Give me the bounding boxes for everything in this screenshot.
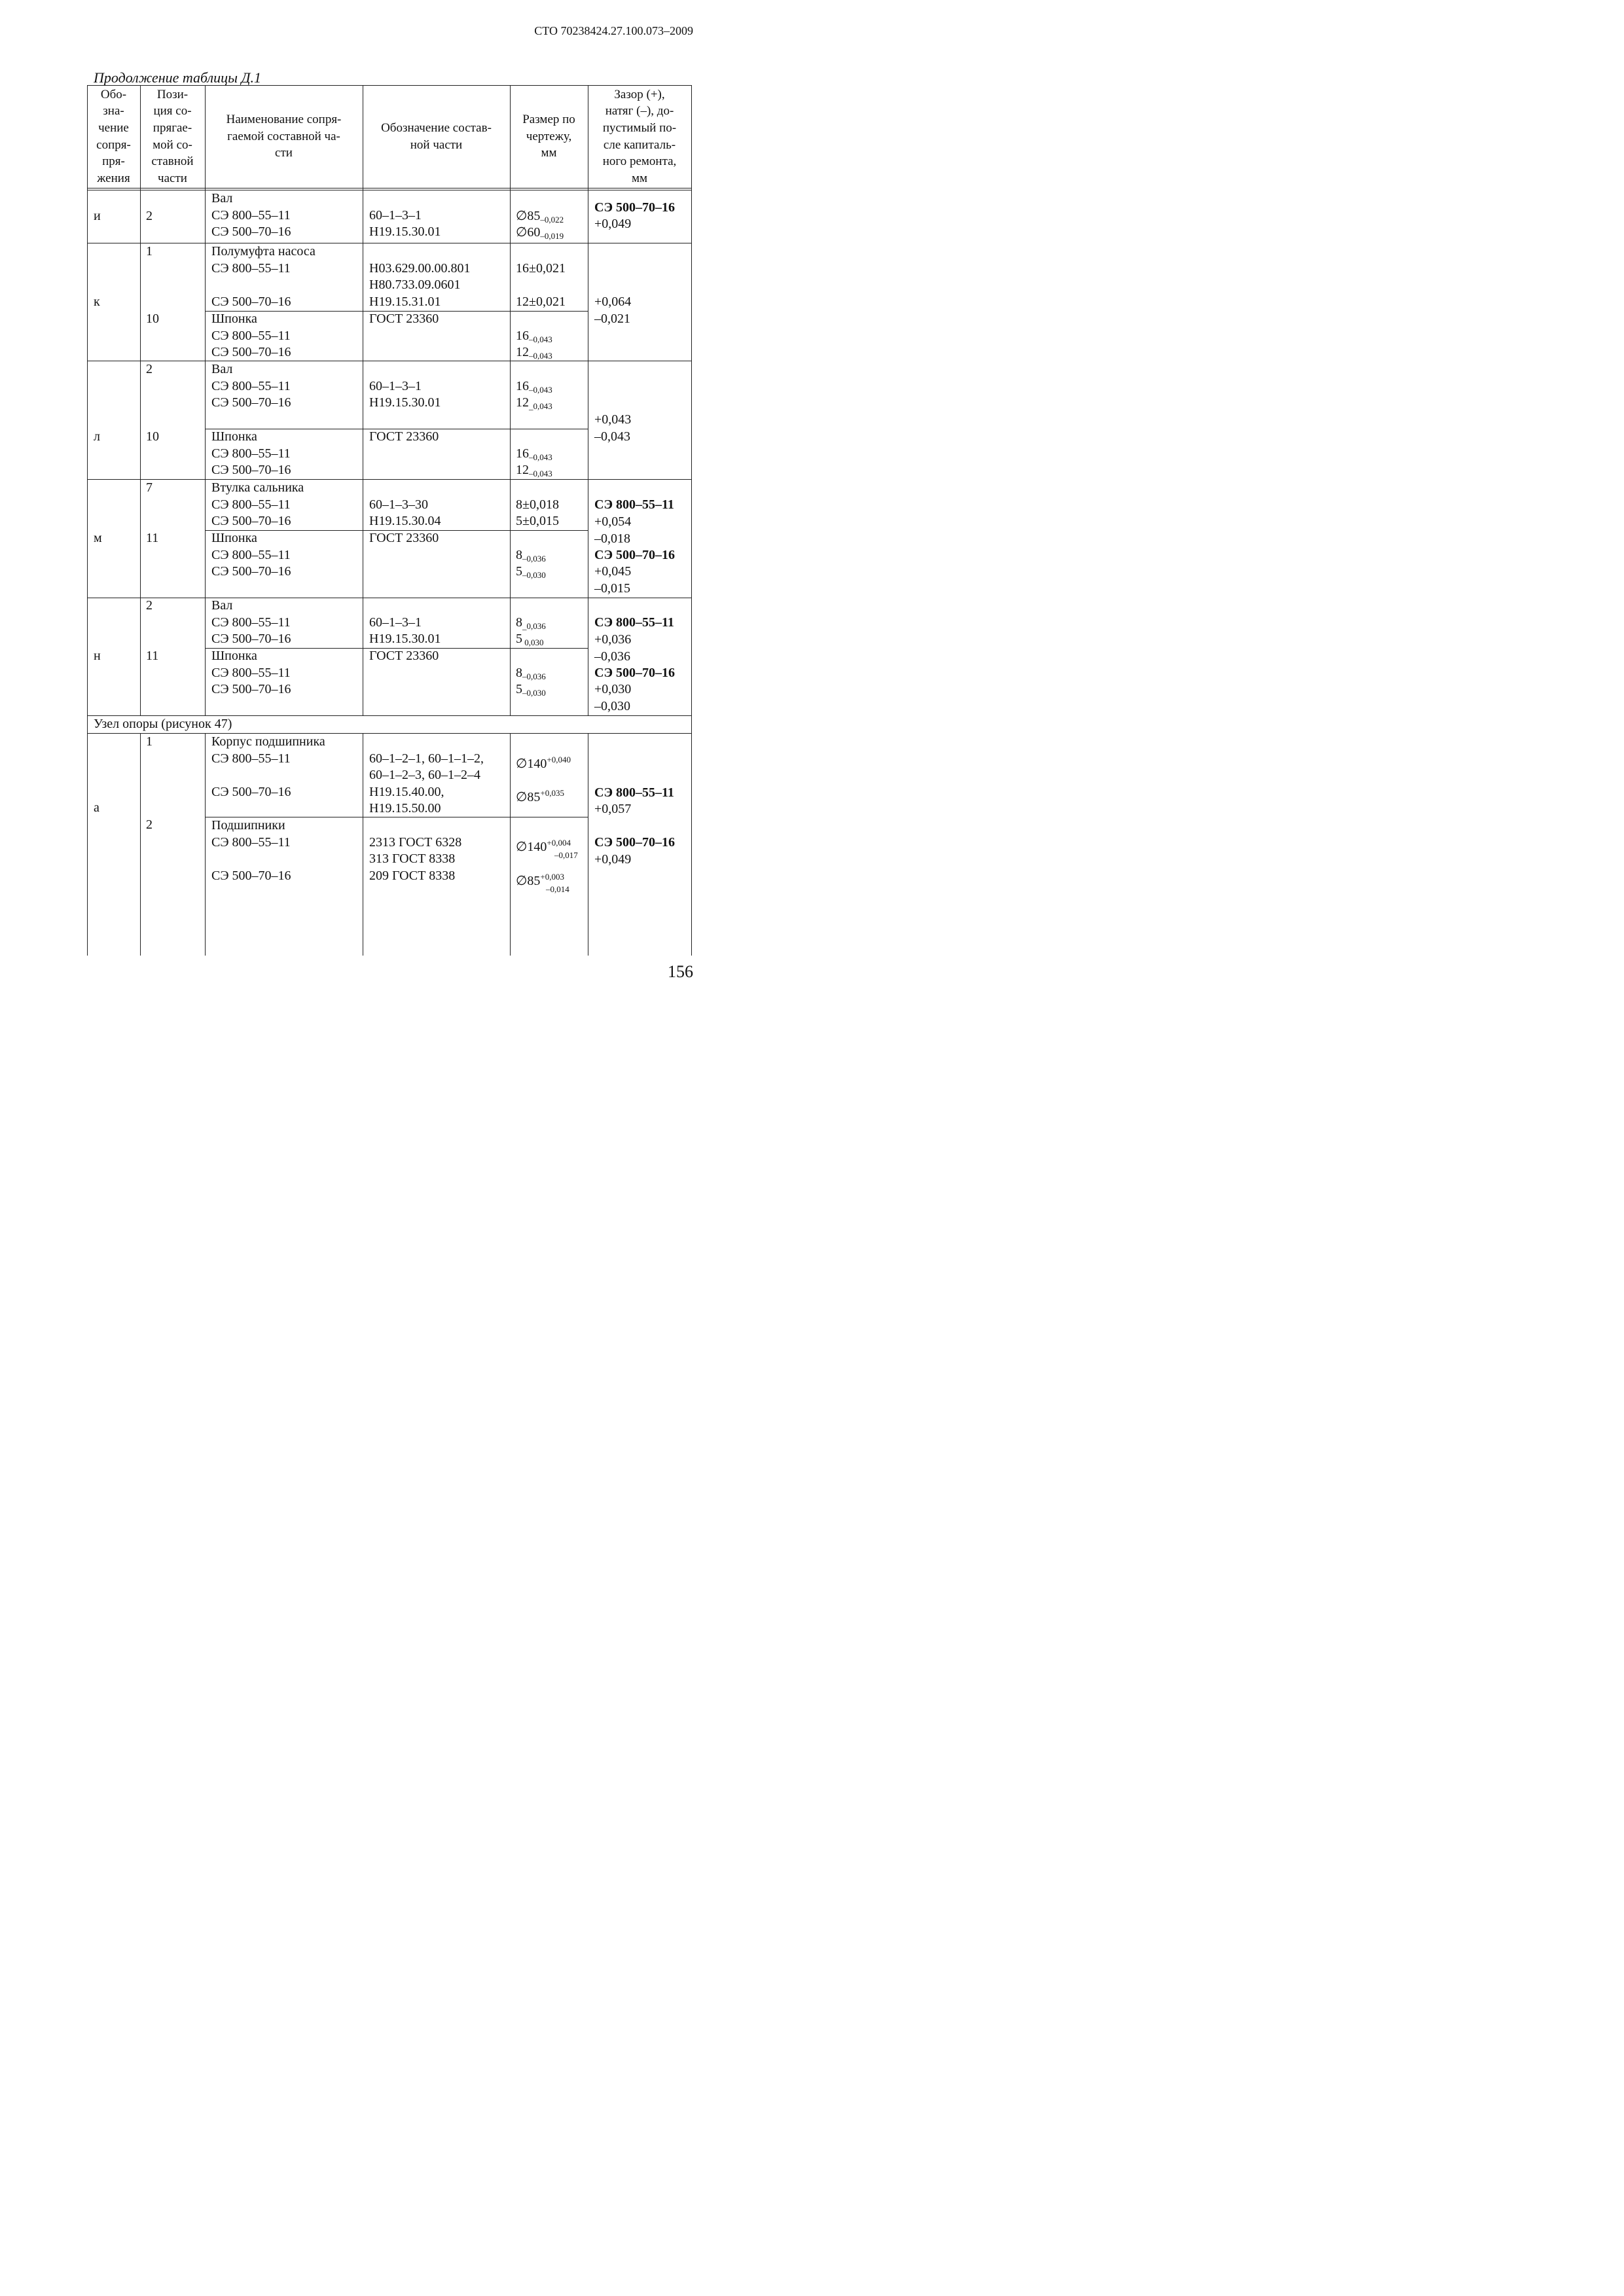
size-tolerance: –0,036 <box>522 672 546 681</box>
size-tolerance-lower: –0,014 <box>546 884 569 894</box>
drawing-size <box>516 785 564 806</box>
row-position: 2 <box>146 209 153 223</box>
size-value: 16 <box>516 446 529 461</box>
part-names: Вал СЭ 800–55–11 СЭ 500–70–16 <box>211 362 291 410</box>
size-tolerance: –0,043 <box>529 334 552 344</box>
row-designation: н <box>94 649 101 663</box>
row-position: 7 <box>146 480 153 495</box>
page-number: 156 <box>668 962 693 981</box>
size-tolerance: –0,022 <box>540 215 564 224</box>
size-value: 16 <box>516 329 529 343</box>
size-tolerance-upper: +0,003 <box>540 872 565 882</box>
size-value: ∅85 <box>516 874 541 888</box>
size-value: 12 <box>516 395 529 410</box>
size-tolerance: _0,036 <box>522 621 546 631</box>
size-value: 8 <box>516 615 522 630</box>
part-numbers: 60–1–3–1 Н19.15.30.01 <box>369 207 441 240</box>
part-names: Полумуфта насоса СЭ 800–55–11 СЭ 500–70–16 <box>211 244 316 309</box>
clearance-label: СЭ 800–55–11 <box>594 785 674 800</box>
size-tolerance: –0,043 <box>529 452 552 462</box>
clearance-label: СЭ 800–55–11 <box>594 497 674 512</box>
part-names: Вал СЭ 800–55–11 СЭ 500–70–16 <box>211 191 291 240</box>
table-border-right <box>691 85 692 956</box>
size-tolerance: –0,043 <box>529 385 552 395</box>
row-position: 10 <box>146 429 159 444</box>
row-position: 1 <box>146 734 153 749</box>
clearance-value: +0,045 –0,015 <box>594 564 632 596</box>
size-tolerance: –0,030 <box>522 688 546 698</box>
size-value: ∅140 <box>516 757 547 771</box>
size-value: 8 <box>516 666 522 680</box>
row-designation: а <box>94 800 99 815</box>
part-numbers: 60–1–3–30 Н19.15.30.04 <box>369 497 441 529</box>
size-value: 5 <box>516 564 522 579</box>
size-tolerance: –0,043 <box>529 469 552 478</box>
part-numbers: ГОСТ 23360 <box>369 649 439 663</box>
drawing-size <box>516 751 571 773</box>
column-divider <box>510 733 511 956</box>
size-tolerance: 0,030 <box>522 637 544 647</box>
row-position: 1 <box>146 244 153 259</box>
size-value: ∅140 <box>516 840 547 854</box>
size-value: ∅85 <box>516 790 541 804</box>
clearance-value: +0,064 –0,021 <box>594 295 632 326</box>
row-position: 11 <box>146 531 159 545</box>
clearance-value: +0,057 <box>594 802 632 816</box>
drawing-sizes: 16±0,021 12±0,021 <box>516 260 566 309</box>
column-divider <box>205 733 206 956</box>
size-tolerance: –0,030 <box>522 570 546 580</box>
part-numbers: 60–1–3–1 Н19.15.30.01 <box>369 378 441 410</box>
size-tolerance: –0,043 <box>529 351 552 361</box>
clearance-value: +0,043 –0,043 <box>594 412 632 444</box>
size-tolerance-upper: +0,040 <box>547 755 571 764</box>
row-designation: м <box>94 531 102 545</box>
size-tolerance: –0,019 <box>540 231 564 241</box>
column-divider <box>140 733 141 956</box>
row-designation: л <box>94 429 100 444</box>
section-label: Узел опоры (рисунок 47) <box>94 717 232 731</box>
row-position: 2 <box>146 598 153 613</box>
size-value: 12 <box>516 345 529 359</box>
clearance-label: СЭ 500–70–16 <box>594 835 676 850</box>
size-tolerance: _0,043 <box>529 401 552 411</box>
clearance-value: +0,049 <box>594 852 632 867</box>
header-position: Пози- ция со- прягае- мой со- ставной части <box>151 87 194 185</box>
document-code: СТО 70238424.27.100.073–2009 <box>534 24 693 37</box>
part-names: Корпус подшипника СЭ 800–55–11 СЭ 500–70–16 <box>211 734 325 799</box>
row-position: 2 <box>146 362 153 376</box>
part-numbers: Н03.629.00.00.801 Н80.733.09.0601 Н19.15.31.01 <box>369 260 471 309</box>
size-value: ∅85 <box>516 209 541 223</box>
part-names: Вал СЭ 800–55–11 СЭ 500–70–16 <box>211 598 291 647</box>
part-numbers: 60–1–2–1, 60–1–1–2, 60–1–2–3, 60–1–2–4 Н19.15.40.00, Н19.15.50.00 <box>369 751 484 816</box>
header-clearance: Зазор (+), натяг (–), до- пустимый по- сле капиталь- ного ремонта, мм <box>602 87 677 185</box>
row-position: 10 <box>146 312 159 326</box>
drawing-size <box>516 564 546 584</box>
part-names: Шпонка СЭ 800–55–11 СЭ 500–70–16 <box>211 531 291 579</box>
drawing-size <box>516 344 552 365</box>
clearance-value: +0,049 <box>594 217 632 231</box>
size-tolerance-lower: –0,017 <box>554 850 578 860</box>
part-names: Шпонка СЭ 800–55–11 СЭ 500–70–16 <box>211 649 291 697</box>
part-numbers: ГОСТ 23360 <box>369 429 439 444</box>
drawing-size <box>516 631 544 651</box>
header-drawing-size: Размер по чертежу, мм <box>522 113 575 160</box>
part-names: Шпонка СЭ 800–55–11 СЭ 500–70–16 <box>211 429 291 478</box>
size-tolerance-upper: +0,004 <box>547 838 571 848</box>
row-position: 2 <box>146 817 153 832</box>
size-value: 8 <box>516 548 522 562</box>
dimensions-table <box>87 85 692 956</box>
part-names: Втулка сальника СЭ 800–55–11 СЭ 500–70–16 <box>211 480 304 529</box>
drawing-size <box>516 395 552 415</box>
drawing-size <box>516 462 552 482</box>
size-value: 5 <box>516 682 522 696</box>
header-designation: Обо- зна- чение сопря- пря- жения <box>96 87 131 185</box>
clearance-value: +0,030 –0,030 <box>594 682 632 713</box>
size-tolerance: –0,036 <box>522 554 546 564</box>
header-part-name: Наименование сопря- гаемой составной ча- сти <box>226 113 342 160</box>
drawing-sizes: 8±0,018 5±0,015 <box>516 497 559 529</box>
part-names: Подшипники СЭ 800–55–11 СЭ 500–70–16 <box>211 818 291 883</box>
part-names: Шпонка СЭ 800–55–11 СЭ 500–70–16 <box>211 312 291 360</box>
clearance-value: +0,036 –0,036 <box>594 632 632 664</box>
clearance-label: СЭ 500–70–16 <box>594 200 676 215</box>
table-border-left <box>87 85 88 956</box>
part-numbers: 2313 ГОСТ 6328 313 ГОСТ 8338 209 ГОСТ 8338 <box>369 834 462 883</box>
size-value: 5 <box>516 632 522 646</box>
clearance-label: СЭ 500–70–16 <box>594 666 676 680</box>
drawing-size <box>516 681 546 702</box>
part-numbers: 60–1–3–1 Н19.15.30.01 <box>369 615 441 647</box>
row-designation: к <box>94 295 100 309</box>
size-value: ∅60 <box>516 225 541 240</box>
clearance-label: СЭ 800–55–11 <box>594 615 674 630</box>
size-tolerance-upper: +0,035 <box>540 788 565 798</box>
header-part-number: Обозначение состав- ной части <box>381 120 492 152</box>
clearance-label: СЭ 500–70–16 <box>594 548 676 562</box>
clearance-value: +0,054 –0,018 <box>594 514 632 546</box>
row-position: 11 <box>146 649 159 663</box>
drawing-size <box>516 224 564 245</box>
part-numbers: ГОСТ 23360 <box>369 531 439 545</box>
part-numbers: ГОСТ 23360 <box>369 312 439 326</box>
row-designation: и <box>94 209 101 223</box>
size-value: 12 <box>516 463 529 477</box>
size-value: 16 <box>516 379 529 393</box>
table-caption: Продолжение таблицы Д.1 <box>94 69 262 86</box>
